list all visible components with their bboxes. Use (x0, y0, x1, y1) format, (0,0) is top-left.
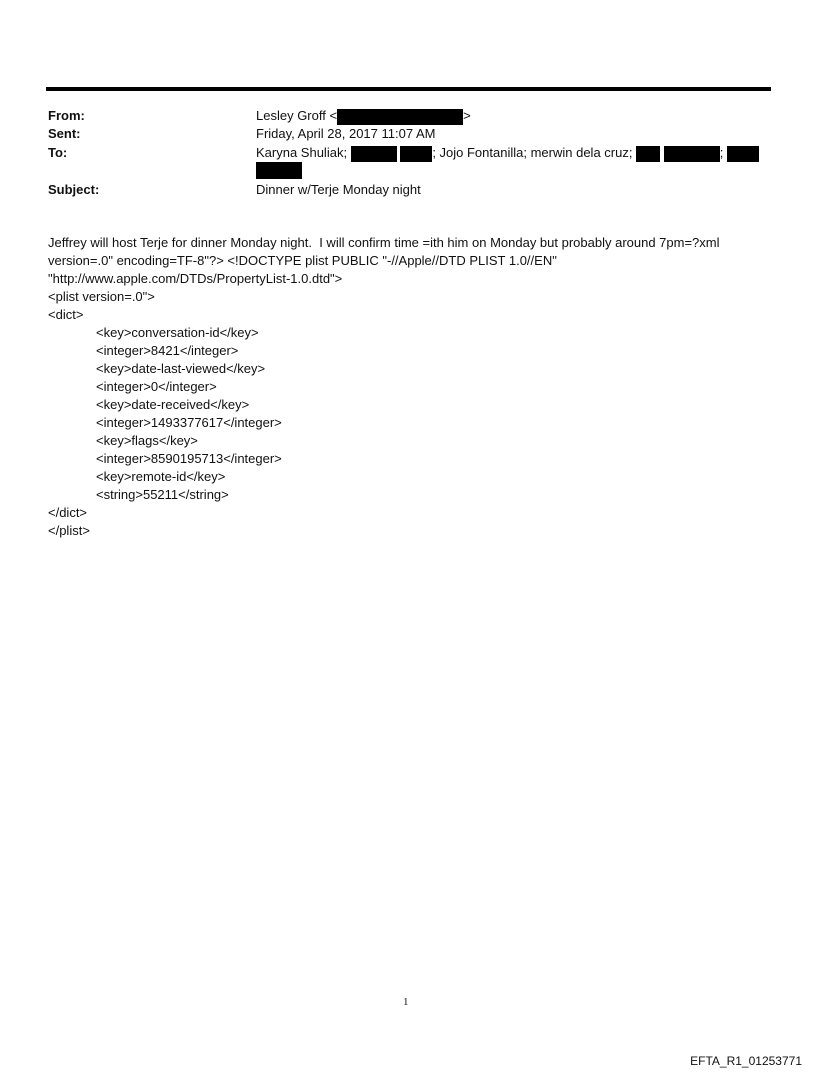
body-line: Jeffrey will host Terje for dinner Monday night. I will confirm time =ith him on Monday but probably around 7pm=?xml (48, 235, 720, 250)
to-value (256, 145, 759, 162)
to-recipients-2: ; Jojo Fontanilla; merwin dela cruz; (432, 145, 633, 160)
body-line: <dict> (48, 307, 84, 322)
body-line: <key>remote-id</key> (96, 469, 226, 484)
body-line: <key>flags</key> (96, 433, 198, 448)
body-line: <key>date-received</key> (96, 397, 250, 412)
body-line: <plist version=.0"> (48, 289, 155, 304)
from-label: From: (48, 108, 85, 123)
body-line: </dict> (48, 505, 88, 520)
redaction-box (256, 162, 302, 179)
from-name: Lesley Groff < (256, 108, 338, 123)
redaction-box (351, 146, 397, 162)
from-close: > (463, 108, 471, 123)
body-line: "http://www.apple.com/DTDs/PropertyList-1.0.dtd"> (48, 271, 343, 286)
sent-label: Sent: (48, 126, 81, 141)
subject-value: Dinner w/Terje Monday night (256, 182, 421, 197)
body-line: version=.0" encoding=TF-8"?> <!DOCTYPE plist PUBLIC "-//Apple//DTD PLIST 1.0//EN" (48, 253, 557, 268)
redaction-box (400, 146, 432, 162)
sent-value: Friday, April 28, 2017 11:07 AM (256, 126, 436, 141)
body-line: <integer>8590195713</integer> (96, 451, 282, 466)
header-rule (46, 87, 771, 91)
redaction-box (337, 109, 463, 125)
redaction-box (664, 146, 720, 162)
body-line: </plist> (48, 523, 90, 538)
body-line: <integer>8421</integer> (96, 343, 239, 358)
to-label: To: (48, 145, 68, 160)
to-separator: ; (719, 145, 724, 160)
body-line: <integer>0</integer> (96, 379, 217, 394)
document-id: EFTA_R1_01253771 (690, 1054, 802, 1068)
redaction-box (636, 146, 660, 162)
body-line: <key>conversation-id</key> (96, 325, 259, 340)
from-value (256, 108, 471, 125)
page-number: 1 (403, 996, 409, 1008)
to-recipient-1: Karyna Shuliak; (256, 145, 348, 160)
subject-label: Subject: (48, 182, 100, 197)
body-line: <integer>1493377617</integer> (96, 415, 282, 430)
body-line: <key>date-last-viewed</key> (96, 361, 266, 376)
redaction-box (727, 146, 759, 162)
message-body (48, 234, 778, 540)
body-line: <string>55211</string> (96, 487, 229, 502)
